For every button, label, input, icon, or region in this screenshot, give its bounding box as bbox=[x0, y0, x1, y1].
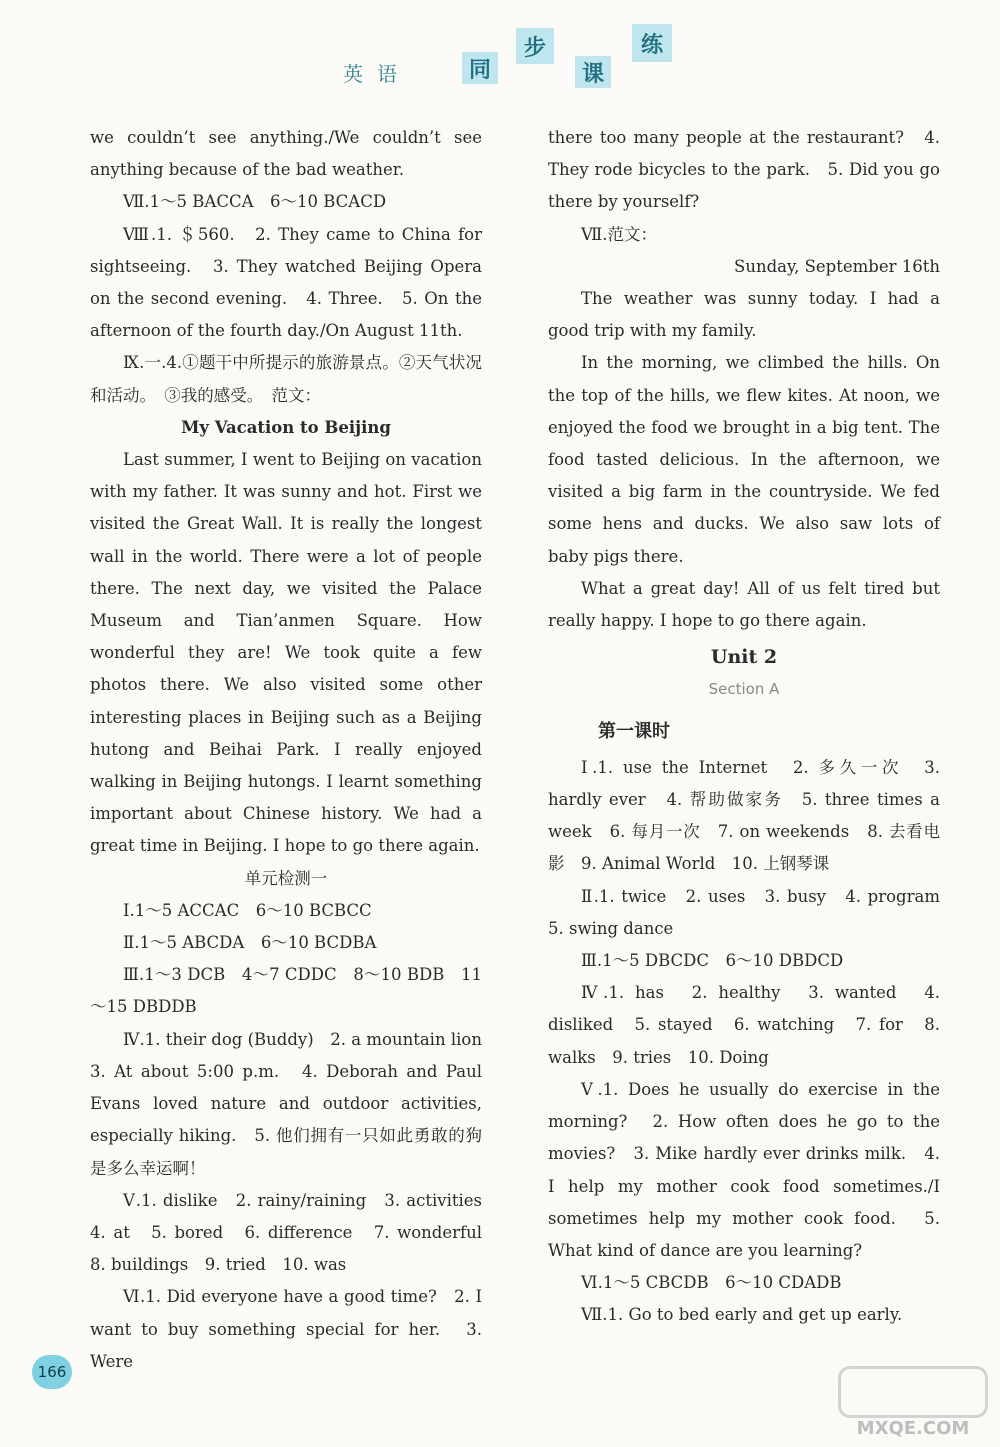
answer-text: Ⅱ.1. twice 2. uses 3. busy 4. program 5. swing dance bbox=[548, 886, 957, 938]
answer-text: Ⅷ.1. ＄560. 2. They came to China for sightseeing. 3. They watched Beijing Opera on the second evening. 4. Three. 5. On the afternoon of the fourth day./On August 11th. bbox=[90, 224, 482, 341]
page-header bbox=[0, 0, 1000, 110]
diary-date: Sunday, September 16th bbox=[734, 256, 940, 276]
watermark-badge bbox=[838, 1366, 988, 1418]
header-box-2: 步 bbox=[516, 28, 554, 64]
answer-text: we couldn’t see anything./We couldn’t see anything because of the bad weather. bbox=[90, 128, 482, 180]
lesson-heading: 第一课时 bbox=[598, 720, 670, 742]
section-heading: Section A bbox=[708, 680, 780, 699]
answer-text: Ⅸ.一.4.①题干中所提示的旅游景点。②天气状况和活动。 ③我的感受。 范文： bbox=[90, 353, 482, 405]
answer-text: Ⅶ.范文： bbox=[581, 224, 658, 244]
answer-text: Ⅶ.1～5 BACCA 6～10 BCACD bbox=[123, 192, 387, 212]
left-column bbox=[90, 122, 499, 1378]
answer-text: Ⅵ.1. Did everyone have a good time? 2. I want to buy something special for her. 3. Were bbox=[90, 1287, 482, 1371]
essay-body: The weather was sunny today. I had a good trip with my family. bbox=[548, 289, 940, 341]
answer-text: Ⅴ.1. Does he usually do exercise in the morning? 2. How often does he go to the movies? 3. Mike hardly ever drinks milk. 4. I help my mother cook food sometimes./I sometimes help my mother cook food. 5. What kind of dance are you learning? bbox=[548, 1079, 940, 1260]
right-column bbox=[548, 122, 957, 1332]
essay-body: In the morning, we climbed the hills. On the top of the hills, we flew kites. At noon, we enjoyed the food we brought in a big tent. The food tasted delicious. In the afternoon, we visited a big farm in the countryside. We fed some hens and ducks. We also saw lots of baby pigs there. bbox=[548, 353, 940, 566]
essay-body: Last summer, I went to Beijing on vacation with my father. It was sunny and hot. First we visited the Great Wall. It is really the longest wall in the world. There were a lot of people there. The next day, we visited the Palace Museum and Tian’anmen Square. How wonderful they are! We took quite a few photos there. We also visited some other interesting places in Beijing such as a Beijing hutong and Beihai Park. I really enjoyed walking in Beijing hutongs. I learnt something important about Chinese history. We had a great time in Beijing. I hope to go there again. bbox=[90, 450, 482, 856]
answer-text: Ⅲ.1～5 DBCDC 6～10 DBDCD bbox=[581, 951, 844, 971]
answer-text: Ⅱ.1～5 ABCDA 6～10 BCDBA bbox=[123, 933, 377, 953]
unit-heading: Unit 2 bbox=[710, 646, 778, 669]
answer-text: there too many people at the restaurant? 4. They rode bicycles to the park. 5. Did you go there by yourself? bbox=[548, 128, 940, 212]
subject-label: 英语 bbox=[343, 62, 411, 86]
header-box-4: 练 bbox=[632, 24, 672, 62]
answer-text: Ⅳ.1. has 2. healthy 3. wanted 4. disliked 5. stayed 6. watching 7. for 8. walks 9. tries 10. Doing bbox=[548, 983, 940, 1067]
answer-text: Ⅲ.1～3 DCB 4～7 CDDC 8～10 BDB 11～15 DBDDB bbox=[90, 965, 482, 1017]
section-heading: 单元检测一 bbox=[244, 868, 328, 888]
answer-text: Ⅵ.1～5 CBCDB 6～10 CDADB bbox=[581, 1273, 842, 1293]
answer-text: Ⅶ.1. Go to bed early and get up early. bbox=[581, 1305, 903, 1325]
watermark-logo bbox=[838, 1366, 988, 1442]
answer-text: Ⅰ.1～5 ACCAC 6～10 BCBCC bbox=[123, 900, 372, 920]
essay-title: My Vacation to Beijing bbox=[181, 417, 391, 437]
header-box-3: 课 bbox=[575, 56, 611, 88]
watermark-url: MXQE.COM bbox=[856, 1418, 970, 1439]
answer-text: Ⅴ.1. dislike 2. rainy/raining 3. activities 4. at 5. bored 6. difference 7. wonderful 8. buildings 9. tried 10. was bbox=[90, 1190, 499, 1275]
page-number: 166 bbox=[32, 1355, 72, 1389]
answer-text: Ⅰ.1. use the Internet 2. 多久一次 3. hardly ever 4. 帮助做家务 5. three times a week 6. 每月一次 7. on weekends 8. 去看电影 9. Animal World 10. 上钢琴课 bbox=[548, 757, 940, 874]
header-box-1: 同 bbox=[462, 52, 498, 84]
answer-text: Ⅳ.1. their dog (Buddy) 2. a mountain lion 3. At about 5:00 p.m. 4. Deborah and Paul Evans loved nature and outdoor activities, especially hiking. 5. 他们拥有一只如此勇敢的狗是多么幸运啊！ bbox=[90, 1029, 499, 1178]
essay-body: What a great day! All of us felt tired but really happy. I hope to go there again. bbox=[548, 578, 940, 631]
